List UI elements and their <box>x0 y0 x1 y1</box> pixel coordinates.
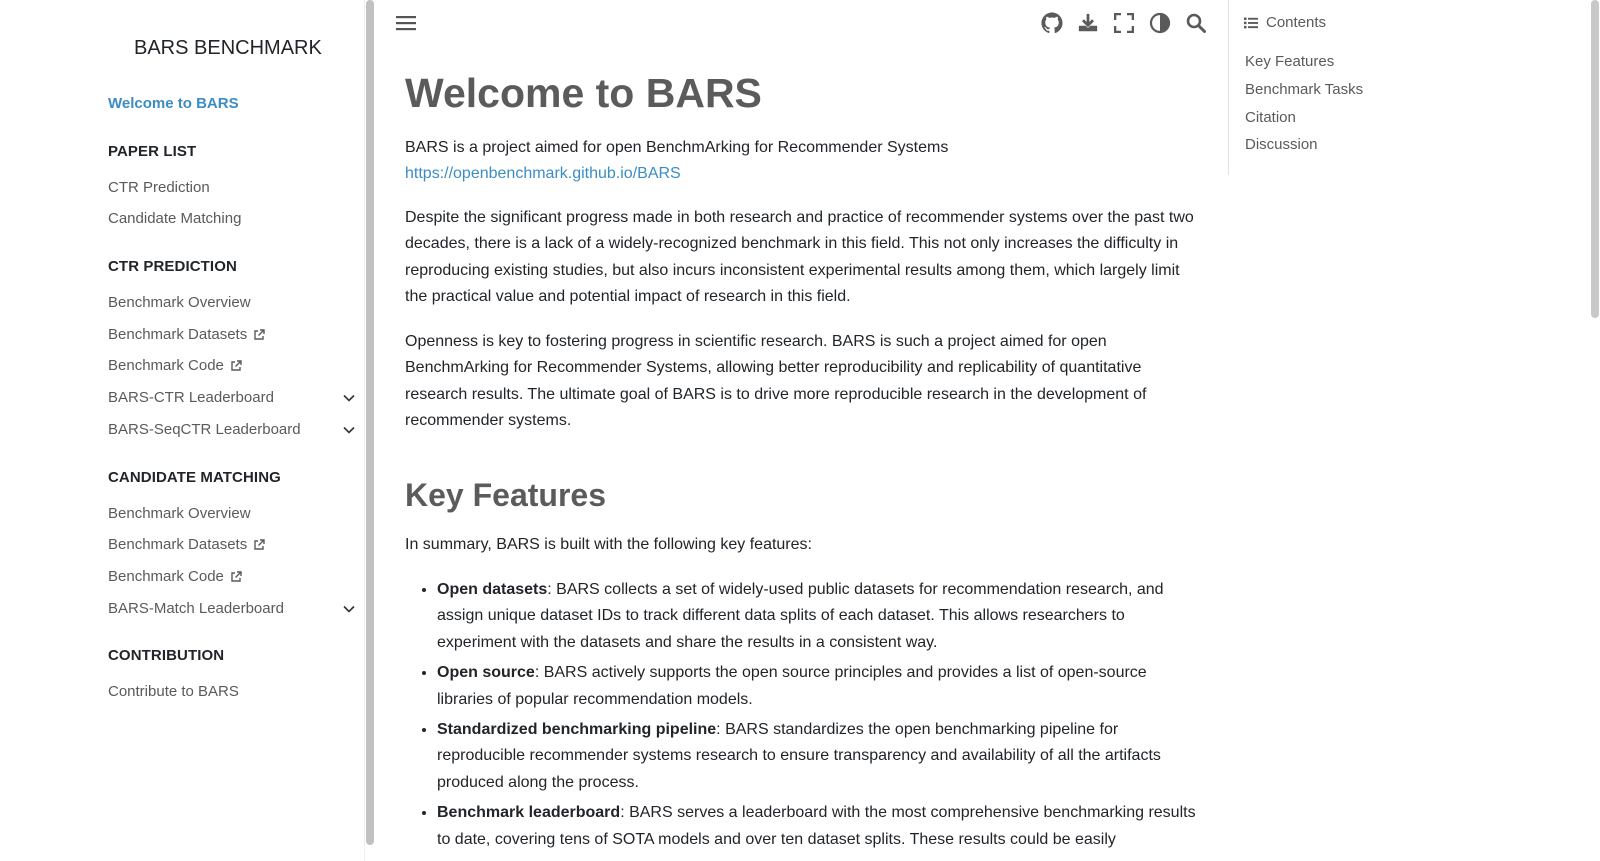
feature-text: : BARS serves a leaderboard with the most comprehensive benchmarking results to date, covering tens of SOTA models and over ten dataset splits. These results could be easily <box>437 804 1196 848</box>
toc-item-key-features[interactable]: Key Features <box>1245 53 1335 70</box>
intro-paragraph <box>405 135 1205 188</box>
list-item <box>437 577 1197 656</box>
github-button[interactable] <box>1039 10 1065 36</box>
feature-name: Benchmark leaderboard <box>437 804 621 822</box>
feature-text: : BARS actively supports the open source principles and provides a list of open-source libraries of popular recommendation models. <box>437 664 1147 708</box>
sidebar-item-match-benchmark-overview[interactable]: Benchmark Overview <box>108 505 251 522</box>
sidebar-caption-paper-list: PAPER LIST <box>108 143 197 160</box>
toc-divider <box>1228 0 1229 175</box>
sidebar-item-welcome[interactable]: Welcome to BARS <box>108 95 239 112</box>
sidebar-item-bars-match-leaderboard[interactable]: BARS-Match Leaderboard <box>108 600 284 617</box>
toc-header <box>1244 14 1326 31</box>
sidebar-item-label: Benchmark Code <box>108 357 224 374</box>
feature-name: Standardized benchmarking pipeline <box>437 721 717 739</box>
sidebar-item-match-benchmark-datasets[interactable] <box>108 536 265 553</box>
external-link-icon <box>253 539 265 551</box>
feature-text: : BARS collects a set of widely-used public datasets for recommendation research, and assign unique dataset IDs to track different data splits of each dataset. This allows researchers to experiment with the datasets and share the results in a consistent way. <box>437 581 1164 651</box>
list-icon <box>1244 17 1258 29</box>
external-link-icon <box>230 571 242 583</box>
expand-ctr-leaderboard-toggle[interactable] <box>340 389 358 407</box>
bars-website-link[interactable]: https://openbenchmark.github.io/BARS <box>405 165 681 183</box>
download-icon <box>1077 12 1099 34</box>
sidebar-scrollbar-thumb[interactable] <box>366 0 374 845</box>
sidebar-scrollbar[interactable] <box>364 0 374 861</box>
fullscreen-button[interactable] <box>1111 10 1137 36</box>
list-item <box>437 660 1197 713</box>
theme-toggle-button[interactable] <box>1147 10 1173 36</box>
feature-name: Open datasets <box>437 581 548 598</box>
menu-icon <box>396 14 416 32</box>
expand-seqctr-leaderboard-toggle[interactable] <box>340 421 358 439</box>
sidebar-item-ctr-benchmark-code[interactable] <box>108 357 242 374</box>
feature-name: Open source <box>437 664 535 682</box>
feature-text: : BARS standardizes the open benchmarking pipeline for reproducible recommender systems research to ensure transparency and availability of all the artifacts produced along the process. <box>437 721 1161 791</box>
sidebar-item-label: Benchmark Datasets <box>108 326 248 343</box>
key-features-list <box>437 577 1197 853</box>
chevron-down-icon <box>343 605 355 613</box>
sidebar-item-label: Benchmark Datasets <box>108 536 248 553</box>
sidebar-caption-ctr-prediction: CTR PREDICTION <box>108 258 237 275</box>
sidebar-item-contribute[interactable]: Contribute to BARS <box>108 683 239 700</box>
sidebar-brand[interactable]: BARS BENCHMARK <box>134 37 322 59</box>
left-sidebar <box>0 0 364 861</box>
sidebar-item-paper-ctr-prediction[interactable]: CTR Prediction <box>108 179 210 196</box>
download-button[interactable] <box>1075 10 1101 36</box>
sidebar-item-bars-ctr-leaderboard[interactable]: BARS-CTR Leaderboard <box>108 389 274 406</box>
sidebar-item-label: Benchmark Code <box>108 568 224 585</box>
menu-button[interactable] <box>393 10 419 36</box>
external-link-icon <box>253 329 265 341</box>
toc-title: Contents <box>1266 14 1327 31</box>
paragraph-progress: Despite the significant progress made in both research and practice of recommender systems over the past two decades, there is a lack of a widely-recognized benchmark in this field. This not only increases the difficulty in reproducing existing studies, but also incurs inconsistent experimental results among them, which largely limit the practical value and potential impact of research in this field. <box>405 209 1194 306</box>
section-title-key-features: Key Features <box>405 477 606 513</box>
toc-item-benchmark-tasks[interactable]: Benchmark Tasks <box>1245 81 1364 98</box>
expand-match-leaderboard-toggle[interactable] <box>340 600 358 618</box>
paragraph-openness: Openness is key to fostering progress in scientific research. BARS is such a project aimed for open BenchmArking for Recommender Systems, allowing better reproducibility and replicability of quantitative research results. The ultimate goal of BARS is to drive more reproducible research in the development of recommender systems. <box>405 333 1147 430</box>
search-icon <box>1186 13 1206 33</box>
page-scrollbar-thumb[interactable] <box>1591 0 1599 318</box>
fullscreen-icon <box>1114 13 1134 33</box>
chevron-down-icon <box>343 394 355 402</box>
theme-toggle-icon <box>1149 12 1171 34</box>
sidebar-caption-contribution: CONTRIBUTION <box>108 647 225 664</box>
external-link-icon <box>230 360 242 372</box>
key-features-intro: In summary, BARS is built with the following key features: <box>405 536 812 553</box>
list-item <box>437 800 1197 853</box>
sidebar-item-match-benchmark-code[interactable] <box>108 568 242 585</box>
sidebar-item-ctr-benchmark-overview[interactable]: Benchmark Overview <box>108 294 251 311</box>
intro-text: BARS is a project aimed for open BenchmArking for Recommender Systems <box>405 139 949 156</box>
toc-item-citation[interactable]: Citation <box>1245 109 1296 126</box>
chevron-down-icon <box>343 426 355 434</box>
search-button[interactable] <box>1183 10 1209 36</box>
sidebar-item-bars-seqctr-leaderboard[interactable]: BARS-SeqCTR Leaderboard <box>108 421 301 438</box>
github-icon <box>1041 12 1063 34</box>
page-title: Welcome to BARS <box>405 70 762 116</box>
sidebar-item-ctr-benchmark-datasets[interactable] <box>108 326 265 343</box>
list-item <box>437 717 1197 796</box>
sidebar-caption-candidate-matching: CANDIDATE MATCHING <box>108 469 281 486</box>
toc-item-discussion[interactable]: Discussion <box>1245 136 1318 153</box>
sidebar-item-paper-candidate-matching[interactable]: Candidate Matching <box>108 210 242 227</box>
